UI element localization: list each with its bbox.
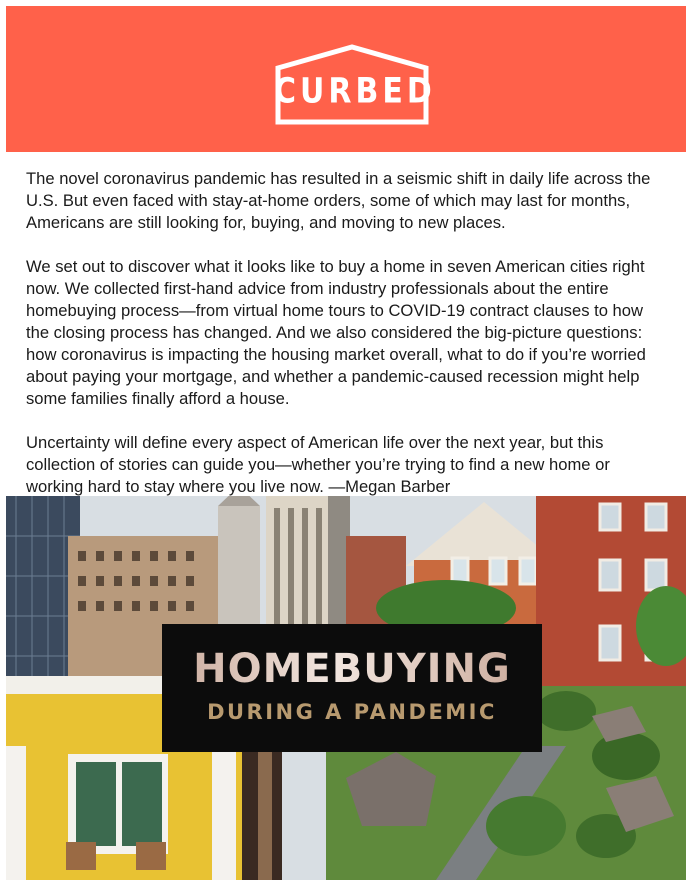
article-body bbox=[26, 168, 666, 520]
banner-title: HOMEBUYING bbox=[162, 646, 542, 692]
title-banner bbox=[162, 624, 542, 752]
site-header bbox=[6, 6, 686, 152]
logo-text: CURBED bbox=[274, 71, 436, 112]
intro-paragraph: The novel coronavirus pandemic has resulted in a seismic shift in daily life across the U.S. But even faced with stay-at-home orders, some of which may last for months, Americans are still looking for, buying, and moving to new places. bbox=[26, 169, 651, 232]
banner-subtitle: DURING A PANDEMIC bbox=[207, 700, 497, 724]
curbed-logo[interactable] bbox=[274, 44, 436, 126]
closing-paragraph: Uncertainty will define every aspect of American life over the next year, but this collection of stories can guide you—whether you’re trying to find a new home or working hard to stay where you live now. —Megan Barber bbox=[26, 433, 610, 496]
hero-image bbox=[6, 496, 686, 880]
body-paragraph: We set out to discover what it looks like to buy a home in seven American cities right now. We collected first-hand advice from industry professionals about the entire homebuying process—from virtual home tours to COVID-19 contract clauses to how the closing process has changed. And we also considered the big-picture questions: how coronavirus is impacting the housing market overall, what to do if you’re worried about paying your mortgage, and whether a pandemic-caused recession might help some families finally afford a house. bbox=[26, 257, 646, 408]
